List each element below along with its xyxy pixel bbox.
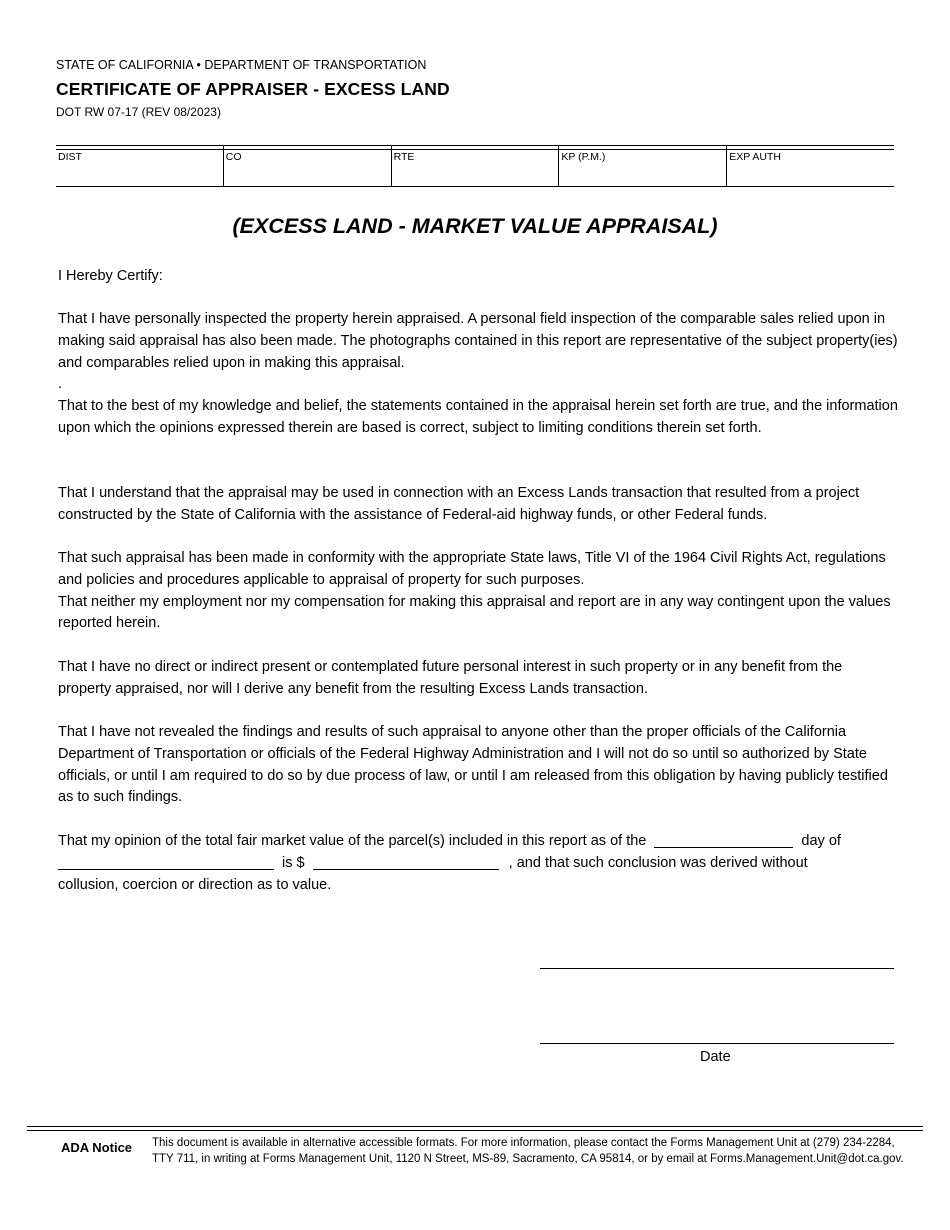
- co-cell: [223, 146, 391, 186]
- rte-field[interactable]: [394, 164, 557, 184]
- form-title: CERTIFICATE OF APPRAISER - EXCESS LAND: [56, 79, 450, 99]
- amount-input[interactable]: [313, 854, 499, 870]
- footer-divider: [27, 1126, 923, 1127]
- project-info-table: [56, 145, 894, 187]
- dist-label: DIST: [58, 151, 82, 163]
- month-year-blank[interactable]: [58, 853, 274, 870]
- certification-paragraph-6: That I have not revealed the findings and results of such appraisal to anyone other than the proper officials of the California Department of Transportation or officials of the Federal Highway Administration and I will not do so until so authorized by State officials, or until I am required to do so by due process of law, or until I am released from this obligation by having publicly testified as to such findings.: [58, 724, 888, 806]
- exp-auth-cell: [726, 146, 894, 186]
- co-label: CO: [225, 151, 242, 163]
- ada-line-2: TTY 711, in writing at Forms Management Unit, 1120 N Street, MS-89, Sacramento, CA 95814, or by email at Forms.Management.Unit@dot.ca.gov.: [152, 1152, 904, 1165]
- co-field[interactable]: [226, 164, 389, 184]
- kp-label: KP (P.M.): [561, 151, 606, 163]
- ada-line-1: This document is available in alternative accessible formats. For more information, please contact the Forms Management Unit at (279) 234-2284,: [152, 1137, 895, 1149]
- ada-notice-label: ADA Notice: [61, 1140, 133, 1155]
- value-end-text: collusion, coercion or direction as to value.: [58, 876, 332, 893]
- agency-name: STATE OF CALIFORNIA • DEPARTMENT OF TRANSPORTATION: [56, 58, 427, 72]
- stray-period: .: [58, 376, 63, 393]
- value-statement-text: That my opinion of the total fair market value of the parcel(s) included in this report as of the: [58, 833, 647, 849]
- kp-field[interactable]: [561, 164, 724, 184]
- certification-paragraph-1: [58, 309, 898, 440]
- certification-paragraph-5: That I have no direct or indirect present or contemplated future personal interest in such property or in any benefit from the property appraised, nor will I derive any benefit from the resulting Excess Lands transaction.: [58, 659, 843, 697]
- dist-field[interactable]: [58, 164, 221, 184]
- rte-cell: [391, 146, 559, 186]
- ada-notice-text: [152, 1136, 942, 1167]
- month-year-input[interactable]: [58, 854, 274, 870]
- dist-cell: [56, 146, 223, 186]
- is-dollar-text: is $: [282, 854, 305, 871]
- exp-auth-field[interactable]: [729, 164, 892, 184]
- certification-paragraph-3: That I understand that the appraisal may be used in connection with an Excess Lands transaction that resulted from a project constructed by the State of California with the assistance of Federal-aid highway funds, or other Federal funds.: [58, 485, 860, 523]
- exp-auth-label: EXP AUTH: [729, 151, 781, 163]
- footer-divider: [27, 1130, 923, 1131]
- paragraph-text: That I have personally inspected the property herein appraised. A personal field inspection of the comparable sales relied upon in making said appraisal has also been made. The photographs contained in this report are representative of the subject property(ies) and comparables relied upon in making this appraisal.: [58, 311, 898, 371]
- market-value-statement: [58, 831, 898, 896]
- amount-blank[interactable]: [313, 853, 499, 870]
- form-number: DOT RW 07-17 (REV 08/2023): [56, 105, 221, 119]
- day-blank[interactable]: [654, 831, 793, 848]
- certification-paragraph-4: [58, 548, 898, 635]
- rte-label: RTE: [393, 151, 415, 163]
- paragraph-text: That such appraisal has been made in conformity with the appropriate State laws, Title VI of the 1964 Civil Rights Act, regulations and policies and procedures applicable to appraisal of property for such purposes.: [58, 550, 886, 588]
- kp-cell: [558, 146, 726, 186]
- date-line[interactable]: [540, 1043, 894, 1044]
- paragraph-text: That neither my employment nor my compensation for making this appraisal and report are in any way contingent upon the values reported herein.: [58, 593, 891, 632]
- conclusion-text: , and that such conclusion was derived without: [508, 854, 808, 871]
- certify-intro: I Hereby Certify:: [58, 268, 163, 284]
- day-of-text: day of: [801, 833, 841, 849]
- day-input[interactable]: [654, 833, 793, 849]
- signature-line[interactable]: [540, 968, 894, 969]
- appraisal-subtitle: (EXCESS LAND - MARKET VALUE APPRAISAL): [232, 214, 718, 238]
- date-label: Date: [700, 1049, 731, 1065]
- paragraph-text: That to the best of my knowledge and belief, the statements contained in the appraisal herein set forth are true, and the information upon which the opinions expressed therein are based is correct, subject to limiting conditions therein set forth.: [58, 398, 898, 436]
